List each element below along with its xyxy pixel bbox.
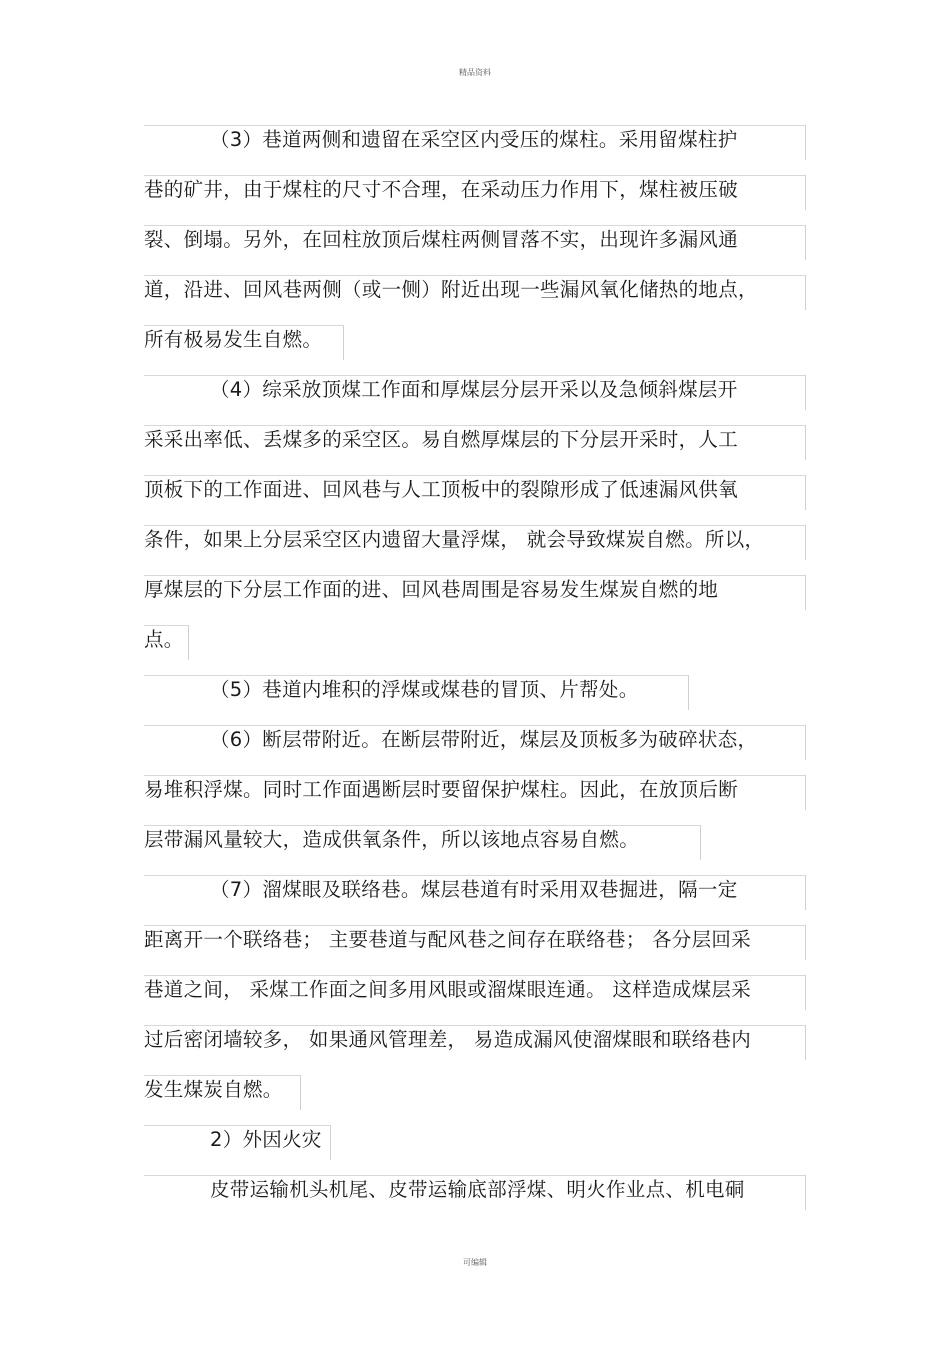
text-line: 厚煤层的下分层工作面的进、回风巷周围是容易发生煤炭自燃的地 bbox=[144, 578, 719, 601]
text-line: 易堆积浮煤。同时工作面遇断层时要留保护煤柱。因此，在放顶后断 bbox=[144, 778, 739, 801]
text-line: 2）外因火灾 bbox=[210, 1128, 322, 1151]
text-line: 发生煤炭自燃。 bbox=[144, 1078, 283, 1101]
page-header: 精品资料 bbox=[459, 68, 491, 77]
text-line: 道，沿进、回风巷两侧（或一侧）附近出现一些漏风氧化储热的地点， bbox=[144, 278, 758, 301]
text-line: 层带漏风量较大，造成供氧条件，所以该地点容易自燃。 bbox=[144, 828, 640, 851]
text-line: （3）巷道两侧和遗留在采空区内受压的煤柱。采用留煤柱护 bbox=[210, 128, 738, 151]
text-line: 巷道之间， 采煤工作面之间多用风眼或溜煤眼连通。 这样造成煤层采 bbox=[144, 978, 751, 1001]
text-line: 裂、倒塌。另外，在回柱放顶后煤柱两侧冒落不实，出现许多漏风通 bbox=[144, 228, 739, 251]
text-line: 点。 bbox=[144, 628, 184, 651]
text-line: 巷的矿井，由于煤柱的尺寸不合理，在采动压力作用下，煤柱被压破 bbox=[144, 178, 739, 201]
text-line: 条件，如果上分层采空区内遗留大量浮煤， 就会导致煤炭自燃。所以， bbox=[144, 528, 765, 551]
text-line: （5）巷道内堆积的浮煤或煤巷的冒顶、片帮处。 bbox=[210, 678, 639, 701]
text-line: 采采出率低、丢煤多的采空区。易自燃厚煤层的下分层开采时，人工 bbox=[144, 428, 739, 451]
page-footer: 可编辑 bbox=[463, 1258, 487, 1267]
text-line: 所有极易发生自燃。 bbox=[144, 328, 323, 351]
text-line: （7）溜煤眼及联络巷。煤层巷道有时采用双巷掘进，隔一定 bbox=[210, 878, 738, 901]
text-line: 过后密闭墙较多， 如果通风管理差， 易造成漏风使溜煤眼和联络巷内 bbox=[144, 1028, 751, 1051]
text-line: 顶板下的工作面进、回风巷与人工顶板中的裂隙形成了低速漏风供氧 bbox=[144, 478, 739, 501]
text-line: 距离开一个联络巷； 主要巷道与配风巷之间存在联络巷； 各分层回采 bbox=[144, 928, 751, 951]
text-line: 皮带运输机头机尾、皮带运输底部浮煤、明火作业点、机电硐 bbox=[210, 1178, 745, 1201]
text-line: （4）综采放顶煤工作面和厚煤层分层开采以及急倾斜煤层开 bbox=[210, 378, 738, 401]
text-line: （6）断层带附近。在断层带附近，煤层及顶板多为破碎状态， bbox=[210, 728, 758, 751]
